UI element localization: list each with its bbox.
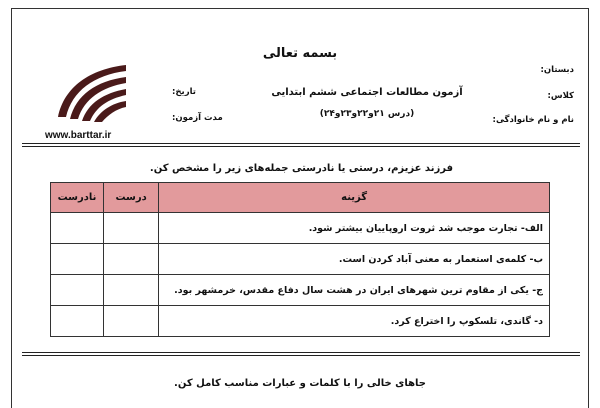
header <box>12 9 588 147</box>
incorrect-cell[interactable] <box>51 306 104 337</box>
incorrect-cell[interactable] <box>51 213 104 244</box>
name-label: نام و نام خانوادگی: <box>492 115 574 125</box>
header-option: گزینه <box>159 183 550 213</box>
table-row <box>51 213 550 244</box>
header-correct: درست <box>104 183 159 213</box>
row-statement: الف- تجارت موجب شد ثروت اروپاییان بیشتر شود. <box>159 213 550 244</box>
site-url: www.barttar.ir <box>45 130 112 141</box>
section-divider <box>22 352 580 356</box>
logo-icon <box>50 59 130 125</box>
section1-instruction: فرزند عزیزم، درستی یا نادرستی جمله‌های زیر را مشخص کن. <box>149 163 453 174</box>
correct-cell[interactable] <box>104 306 159 337</box>
class-label: کلاس: <box>547 91 574 101</box>
row-statement: ب- کلمه‌ی استعمار به معنی آباد کردن است. <box>159 244 550 275</box>
header-incorrect: نادرست <box>51 183 104 213</box>
table-row <box>51 275 550 306</box>
correct-cell[interactable] <box>104 213 159 244</box>
date-label: تاریخ: <box>172 87 196 97</box>
incorrect-cell[interactable] <box>51 275 104 306</box>
table-row <box>51 244 550 275</box>
test-title: آزمون مطالعات اجتماعی ششم ابتدایی <box>271 87 463 98</box>
section2-instruction: جاهای خالی را با کلمات و عبارات مناسب کامل کن. <box>174 378 426 389</box>
correct-cell[interactable] <box>104 275 159 306</box>
correct-cell[interactable] <box>104 244 159 275</box>
header-divider <box>22 143 580 147</box>
school-label: دبستان: <box>540 65 574 75</box>
incorrect-cell[interactable] <box>51 244 104 275</box>
duration-label: مدت آزمون: <box>172 113 223 123</box>
row-statement: د- گاندی، تلسکوپ را اختراع کرد. <box>159 306 550 337</box>
true-false-table <box>50 182 550 337</box>
table-header-row <box>51 183 550 213</box>
lessons-range: (درس ۲۱و۲۲و۲۳و۲۴) <box>319 109 415 119</box>
row-statement: ج- یکی از مقاوم ترین شهرهای ایران در هشت سال دفاع مقدس، خرمشهر بود. <box>159 275 550 306</box>
basmala: بسمه تعالی <box>262 46 338 61</box>
table-row <box>51 306 550 337</box>
